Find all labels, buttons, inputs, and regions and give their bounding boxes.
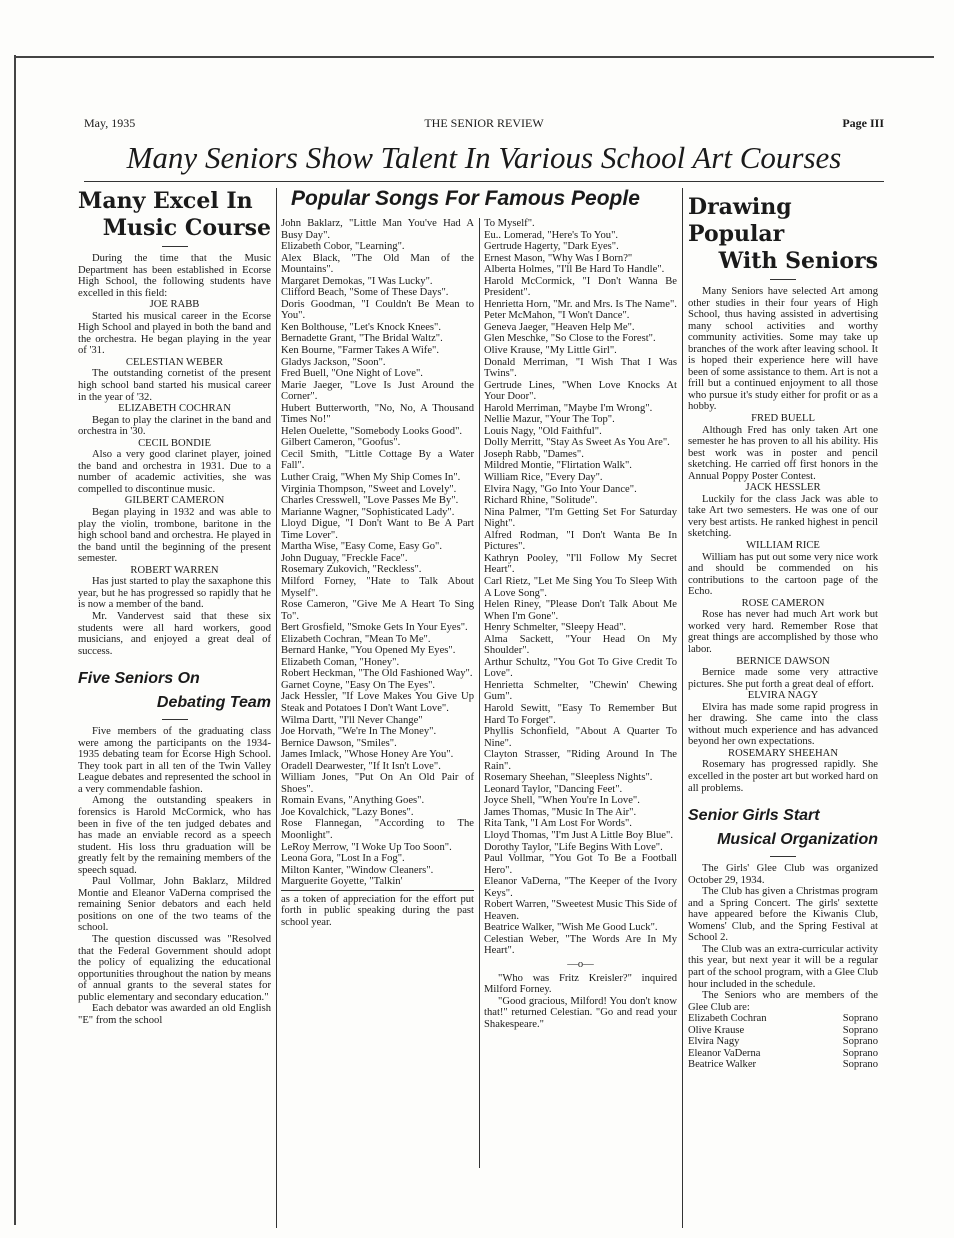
student-name: FRED BUELL	[751, 413, 815, 425]
student-bio: Rosemary has progressed rapidly. She excelled in the poster art but worked hard on all problems.	[688, 759, 878, 794]
song-entry: Ken Bolthouse, "Let's Knock Knees".	[281, 321, 442, 333]
member-part: Soprano	[842, 1036, 878, 1048]
debate-paragraph: Each debator was awarded an old English "E" from the school	[78, 1003, 271, 1026]
song-entry: Rita Tank, "I Am Lost For Words".	[484, 818, 632, 830]
song-entry: Gilbert Cameron, "Goofus".	[281, 437, 401, 449]
music-title-2: Music Course	[102, 215, 271, 241]
divider	[162, 719, 188, 720]
divider	[770, 856, 796, 857]
song-entry: Joseph Rabb, "Dames".	[484, 448, 584, 460]
song-entry: Mildred Montie, "Flirtation Walk".	[484, 460, 632, 472]
debate-paragraph: Five members of the graduating class were among the participants on the 1934-1935 debating team for Ecorse High School. They took part in all ten of the Twin Valley League debates and represented the school in a very commendable fashion.	[78, 726, 271, 795]
student-name: WILLIAM RICE	[746, 540, 820, 552]
song-entry: Alex Black, "The Old Man of the Mountains".	[281, 252, 474, 276]
student-bio: Has just started to play the saxaphone this year, but he has progressed so rapidly that he is now a member of the band.	[78, 576, 271, 611]
student-name: ELIZABETH COCHRAN	[118, 403, 231, 415]
anecdote-line: "Who was Fritz Kreisler?" inquired Milford Forney.	[484, 972, 677, 996]
member-name: Eleanor VaDerna	[688, 1047, 761, 1059]
song-entry: Gertrude Lines, "When Love Knocks At Your Door".	[484, 379, 677, 403]
student-bio: Rose has never had much Art work but worked very hard. Remember Rose that great things are accomplished by those who labor.	[688, 609, 878, 655]
glee-paragraph: The Girls' Glee Club was organized October 29, 1934.	[688, 863, 878, 886]
glee-paragraph: The Seniors who are members of the Glee Club are:	[688, 990, 878, 1013]
song-entry: Richard Rhine, "Solitude".	[484, 495, 598, 507]
song-entry: Rosemary Sheehan, "Sleepless Nights".	[484, 772, 653, 784]
student-bio: Elvira has made some rapid progress in her drawing. She came into the class without much experience and has advanced beyond her own expectations.	[688, 701, 878, 748]
student-name: ELVIRA NAGY	[747, 690, 819, 702]
member-name: Elizabeth Cochran	[688, 1013, 767, 1025]
music-intro: During the time that the Music Department has been established in Ecorse High School, the following students have excelled in this field:	[78, 253, 271, 299]
song-entry: Milton Kanter, "Window Cleaners".	[281, 864, 434, 876]
divider	[770, 279, 796, 280]
kreisler-anecdote	[484, 973, 677, 1031]
student-bio: Began to play the clarinet in the band and orchestra in '30.	[78, 414, 271, 438]
song-entry: Joe Horvath, "We're In The Money".	[281, 726, 437, 738]
song-entry: To Myself".	[484, 218, 535, 229]
song-entry: Gertrude Hagerty, "Dark Eyes".	[484, 241, 619, 253]
music-title-1: Many Excel In	[78, 188, 253, 214]
song-entry: Clifford Beach, "Some of These Days".	[281, 287, 449, 299]
song-entry: Lloyd Thomas, "I'm Just A Little Boy Blue".	[484, 829, 673, 841]
song-entry: Harold Sewitt, "Easy To Remember But Hard To Forget".	[484, 702, 677, 726]
song-entry: Leona Gora, "Lost In a Fog".	[281, 853, 405, 865]
song-entry: Henrietta Horn, "Mr. and Mrs. Is The Name".	[484, 298, 677, 310]
songs-title: Popular Songs For Famous People	[291, 187, 640, 210]
song-entry: Helen Ouelette, "Somebody Looks Good".	[281, 425, 463, 437]
song-entry: Phyllis Schonfield, "About A Quarter To Nine".	[484, 726, 677, 749]
song-entry: James Imlack, "Whose Honey Are You".	[281, 749, 454, 761]
music-entries	[78, 299, 271, 611]
song-entry: Helen Riney, "Please Don't Talk About Me When I'm Gone".	[484, 599, 677, 622]
glee-title-1: Senior Girls Start	[688, 807, 820, 825]
glee-roster	[688, 1013, 878, 1071]
student-bio: Started his musical career in the Ecorse High School and played in both the band and the orchestra. He began playing in the year of '31.	[78, 310, 271, 357]
song-entry: Joe Kovalchick, "Lazy Bones".	[281, 806, 414, 818]
song-entry: Gladys Jackson, "Soon".	[281, 356, 386, 368]
drawing-title-1: Drawing Popular	[688, 194, 792, 247]
song-entry: Robert Warren, "Sweetest Music This Side of Heaven.	[484, 899, 677, 922]
songs-end-rule	[281, 890, 474, 891]
song-entry: Eleanor VaDerna, "The Keeper of the Ivory Keys".	[484, 876, 677, 899]
song-entry: Martha Wise, "Easy Come, Easy Go".	[281, 541, 443, 553]
song-entry: Oradell Dearwester, "If It Isn't Love".	[281, 760, 441, 772]
song-entry: Fred Buell, "One Night of Love".	[281, 368, 423, 380]
student-name: GILBERT CAMERON	[124, 495, 225, 507]
song-entry: Virginia Thompson, "Sweet and Lovely".	[281, 483, 457, 495]
song-entry: Ernest Mason, "Why Was I Born?"	[484, 252, 633, 264]
song-entry: Rosemary Zukovich, "Reckless".	[281, 564, 422, 576]
song-entry: Bernice Dawson, "Smiles".	[281, 737, 397, 749]
glee-paragraph: The Club has given a Christmas program and a Spring Concert. The girls' sextette have appeared before the Kiwanis Club, Womens' Club, and the Spring Festival at School 2.	[688, 886, 878, 944]
student-name: ROSE CAMERON	[741, 597, 825, 609]
song-entry: William Rice, "Every Day".	[484, 472, 603, 484]
songs-list-2	[484, 218, 677, 957]
song-entry: Bert Grosfield, "Smoke Gets In Your Eyes".	[281, 622, 468, 634]
songs-column-1	[281, 218, 474, 928]
page-header	[84, 116, 884, 134]
song-entry: William Jones, "Put On An Old Pair of Shoes".	[281, 772, 474, 795]
divider	[162, 246, 188, 247]
song-entry: Marie Jaeger, "Love Is Just Around the Corner".	[281, 379, 474, 403]
drawing-intro: Many Seniors have selected Art among other studies in their four years of High School, thus having assisted in advertising many school activities and worthy community activities. Some may take up branches of the work after leaving school. It is hoped their experience here will have been of some assistance to them. Art is not a frill but a continued enjoyment to all those who pursue it's study either for profit or as a hobby.	[688, 286, 878, 413]
song-entry: Elizabeth Cochran, "Mean To Me".	[281, 633, 431, 645]
column-rule	[479, 218, 480, 1168]
student-name: CECIL BONDIE	[138, 437, 211, 449]
song-entry: Henrietta Schmelter, "Chewin' Chewing Gum".	[484, 679, 677, 703]
song-entry: Kathryn Pooley, "I'll Follow My Secret Heart".	[484, 552, 677, 576]
drawing-entries	[688, 413, 878, 794]
debate-body	[78, 726, 271, 1026]
song-entry: Marguerite Goyette, "Talkin'	[281, 876, 403, 888]
song-entry: Alberta Holmes, "I'll Be Hard To Handle".	[484, 264, 665, 276]
separator: —o—	[567, 959, 594, 970]
song-entry: Bernard Hanke, "You Opened My Eyes".	[281, 645, 456, 657]
song-entry: Paul Vollmar, "You Got To Be a Football Hero".	[484, 853, 677, 876]
song-entry: Charles Cresswell, "Love Passes Me By".	[281, 495, 459, 507]
song-entry: Beatrice Walker, "Wish Me Good Luck".	[484, 922, 658, 934]
song-entry: John Baklarz, "Little Man You've Had A Busy Day".	[281, 218, 474, 241]
song-entry: Harold Merriman, "Maybe I'm Wrong".	[484, 402, 653, 414]
anecdote-line: "Good gracious, Milford! You don't know that!" returned Celestian. "Go and read your Shakespeare."	[484, 995, 677, 1030]
student-bio: Bernice made some very attractive pictures. She put forth a great deal of effort.	[688, 667, 878, 690]
song-entry: Rose Cameron, "Give Me A Heart To Sing To".	[281, 599, 474, 622]
song-entry: Nina Palmer, "I'm Getting Set For Saturday Night".	[484, 506, 677, 530]
member-name: Beatrice Walker	[688, 1059, 757, 1071]
publication-title: THE SENIOR REVIEW	[424, 116, 544, 130]
page-headline: Many Seniors Show Talent In Various School Art Courses	[126, 140, 842, 175]
song-entry: Alma Sackett, "Your Head On My Shoulder".	[484, 633, 677, 657]
song-entry: Rose Flannegan, "According to The Moonlight".	[281, 818, 474, 841]
song-entry: Louis Nagy, "Old Faithful".	[484, 425, 602, 437]
issue-date: May, 1935	[84, 116, 136, 130]
drawing-column	[688, 194, 878, 1071]
song-entry: Joyce Shell, "When You're In Love".	[484, 795, 640, 807]
member-part: Soprano	[842, 1059, 878, 1071]
column-rule	[276, 188, 277, 1228]
song-entry: Bernadette Grant, "The Bridal Waltz".	[281, 333, 443, 345]
student-bio: Also a very good clarinet player, joined the band and orchestra in 1931. Due to a number of academic activities, she was compelled to discontinue music.	[78, 449, 271, 495]
song-entry: Luther Craig, "When My Ship Comes In".	[281, 472, 461, 484]
member-name: Olive Krause	[688, 1024, 745, 1036]
song-entry: Lloyd Digue, "I Don't Want to Be A Part Time Lover".	[281, 518, 474, 541]
song-entry: Milford Forney, "Hate to Talk About Myself".	[281, 575, 474, 599]
song-entry: Elizabeth Coman, "Honey".	[281, 656, 400, 668]
song-entry: Harold McCormick, "I Don't Wanna Be President".	[484, 275, 677, 299]
student-bio: The outstanding cornetist of the present high school band started his musical career in the year of '32.	[78, 368, 271, 403]
song-entry: Romain Evans, "Anything Goes".	[281, 795, 425, 807]
song-entry: Alfred Rodman, "I Don't Wanta Be In Pictures".	[484, 529, 677, 553]
student-bio: Began playing in 1932 and was able to play the violin, trombone, baritone in the high school band and orchestra. He played in the band until the beginning of the present semester.	[78, 507, 271, 565]
song-entry: Carl Rietz, "Let Me Sing You To Sleep With A Love Song".	[484, 575, 677, 599]
song-entry: Doris Goodman, "I Couldn't Be Mean to You".	[281, 298, 474, 322]
student-name: JACK HESSLER	[745, 482, 821, 494]
debate-paragraph: The question discussed was "Resolved that the Federal Government should adopt the policy of equalizing the educational opportunities throughout the nation by means of annual grants to the several states for public elementary and secondary education."	[78, 933, 271, 1003]
student-name: CELESTIAN WEBER	[125, 356, 224, 368]
song-entry: Glen Meschke, "So Close to the Forest".	[484, 333, 656, 345]
music-column	[78, 188, 271, 1026]
song-entry: Geneva Jaeger, "Heaven Help Me".	[484, 321, 635, 333]
song-entry: Olive Krause, "My Little Girl".	[484, 345, 617, 357]
song-entry: John Duguay, "Freckle Face".	[281, 552, 408, 564]
song-entry: Elvira Nagy, "Go Into Your Dance".	[484, 483, 637, 495]
song-entry: Garnet Coyne, "Easy On The Eyes".	[281, 679, 436, 691]
debate-paragraph: Among the outstanding speakers in forensics is Harold McCormick, who has been in five of the ten judged debates and has made an enviable record as a speech student. His loss thru graduation will be greatly felt by the remaining members of the speech squad.	[78, 795, 271, 876]
song-entry: Cecil Smith, "Little Cottage By a Water Fall".	[281, 448, 474, 472]
song-entry: Clayton Strasser, "Riding Around In The Rain".	[484, 749, 677, 772]
song-entry: Henry Schmelter, "Sleepy Head".	[484, 622, 627, 634]
song-entry: Elizabeth Cobor, "Learning".	[281, 241, 405, 253]
student-bio: William has put out some very nice work and should be commended on his contributions to the cartoon page of the Echo.	[688, 551, 878, 598]
songs-column-2	[484, 218, 677, 1030]
debate-tail: as a token of appreciation for the effort put forth in public speaking during the past school year.	[281, 893, 474, 928]
song-entry: James Thomas, "Music In The Air".	[484, 806, 637, 818]
song-entry: Jack Hessler, "If Love Makes You Give Up Steak and Potatoes I Don't Want Love".	[281, 691, 474, 714]
roster-row	[688, 1025, 878, 1037]
roster-row	[688, 1013, 878, 1025]
student-name: BERNICE DAWSON	[736, 655, 830, 667]
song-entry: Dolly Merritt, "Stay As Sweet As You Are".	[484, 437, 670, 449]
roster-row	[688, 1036, 878, 1048]
student-name: ROBERT WARREN	[130, 564, 219, 576]
debate-title-1: Five Seniors On	[78, 670, 200, 688]
student-name: ROSEMARY SHEEHAN	[728, 747, 838, 759]
music-closing: Mr. Vandervest said that these six students were all hard workers, good musicians, and enjoyed a great deal of success.	[78, 610, 271, 657]
song-entry: Ken Bourne, "Farmer Takes A Wife".	[281, 345, 440, 357]
song-entry: Wilma Dartt, "I'll Never Change"	[281, 714, 423, 726]
student-bio: Luckily for the class Jack was able to take Art two semesters. He was one of our very best artists. He ranked highest in pencil sketching.	[688, 493, 878, 540]
headline-rule	[84, 181, 884, 182]
song-entry: Robert Heckman, "The Old Fashioned Way".	[281, 668, 473, 680]
member-part: Soprano	[842, 1013, 878, 1025]
student-name: JOE RABB	[149, 299, 200, 311]
student-bio: Although Fred has only taken Art one semester he has proven to all his ability. His best work was in poster and pencil sketching. He carried off first honors in the Annual Poppy Poster Contest.	[688, 424, 878, 482]
song-entry: Donald Merriman, "I Wish That I Was Twins".	[484, 356, 677, 380]
song-entry: Marianne Wagner, "Sophisticated Lady".	[281, 506, 455, 518]
roster-row	[688, 1048, 878, 1060]
member-part: Soprano	[842, 1047, 878, 1059]
glee-body	[688, 863, 878, 1013]
song-entry: Nellie Mazur, "Your The Top".	[484, 414, 615, 426]
roster-row	[688, 1059, 878, 1071]
song-entry: Margaret Demokas, "I Was Lucky".	[281, 275, 433, 287]
column-rule	[682, 188, 683, 1228]
drawing-title-2: With Seniors	[718, 248, 878, 274]
song-entry: Peter McMahon, "I Won't Dance".	[484, 310, 630, 322]
song-entry: Arthur Schultz, "You Got To Give Credit To Love".	[484, 656, 677, 680]
glee-title-2: Musical Organization	[717, 831, 878, 849]
songs-list-1	[281, 218, 474, 888]
song-entry: Dorothy Taylor, "Life Begins With Love".	[484, 841, 663, 853]
song-entry: Hubert Butterworth, "No, No, A Thousand Times No!"	[281, 402, 474, 426]
song-entry: Celestian Weber, "The Words Are In My Heart".	[484, 933, 677, 957]
member-name: Elvira Nagy	[688, 1036, 740, 1048]
member-part: Soprano	[842, 1024, 878, 1036]
song-entry: Eu.. Lomerad, "Here's To You".	[484, 229, 619, 241]
page-number: Page III	[842, 116, 884, 130]
debate-title-2: Debating Team	[156, 694, 271, 712]
song-entry: LeRoy Merrow, "I Woke Up Too Soon".	[281, 841, 452, 853]
glee-paragraph: The Club was an extra-curricular activity this year, but next year it will be a regular part of the school program, with a Glee Club hour included in the schedule.	[688, 943, 878, 990]
song-entry: Leonard Taylor, "Dancing Feet".	[484, 783, 623, 795]
debate-paragraph: Paul Vollmar, John Baklarz, Mildred Montie and Eleanor VaDerna comprised the remaining Senior debators and each held positions on one of the two teams of the school.	[78, 876, 271, 934]
